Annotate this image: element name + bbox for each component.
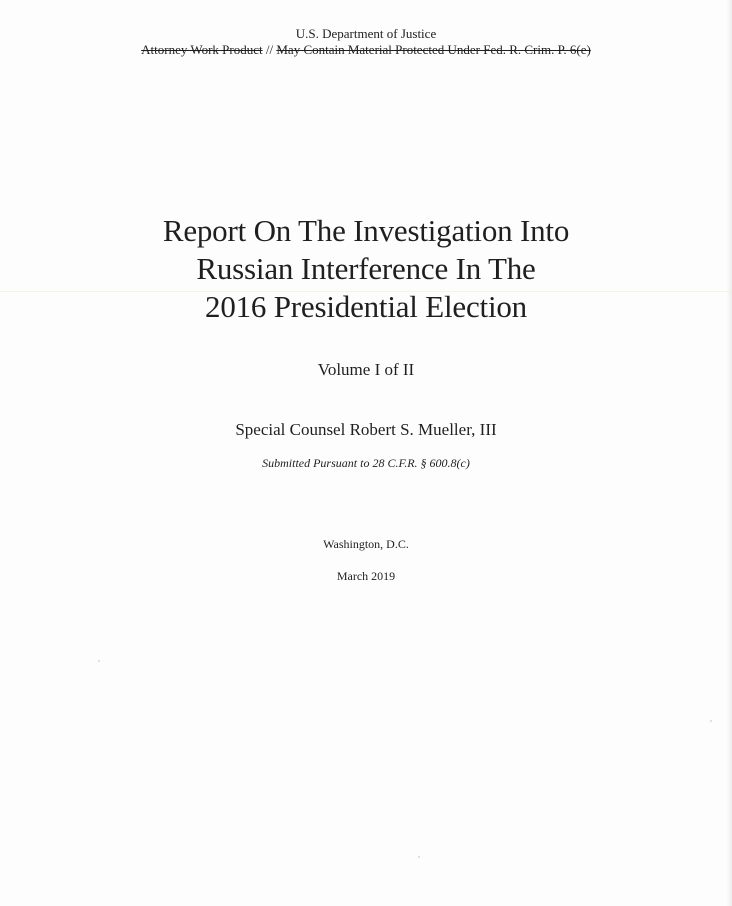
scan-speck — [98, 660, 100, 662]
scan-speck — [710, 720, 712, 722]
department-header: U.S. Department of Justice — [295, 26, 437, 41]
report-title-line-1: Report On The Investigation Into — [162, 213, 570, 248]
classification-part-1: Attorney Work Product — [141, 42, 263, 57]
report-title-line-2: Russian Interference In The — [196, 251, 536, 286]
report-title-line-3: 2016 Presidential Election — [205, 289, 527, 324]
classification-marking — [0, 42, 732, 58]
special-counsel-name: Special Counsel Robert S. Mueller, III — [235, 420, 497, 439]
location: Washington, D.C. — [323, 537, 409, 551]
classification-separator: // — [262, 42, 277, 57]
submission-citation: Submitted Pursuant to 28 C.F.R. § 600.8(c) — [262, 456, 470, 470]
report-date: March 2019 — [336, 569, 396, 583]
scan-speck — [418, 856, 420, 858]
report-title — [0, 212, 732, 326]
classification-part-2: May Contain Material Protected Under Fed. R. Crim. P. 6(e) — [276, 42, 591, 57]
scan-edge-shadow — [726, 0, 732, 906]
volume-label: Volume I of II — [317, 360, 415, 379]
